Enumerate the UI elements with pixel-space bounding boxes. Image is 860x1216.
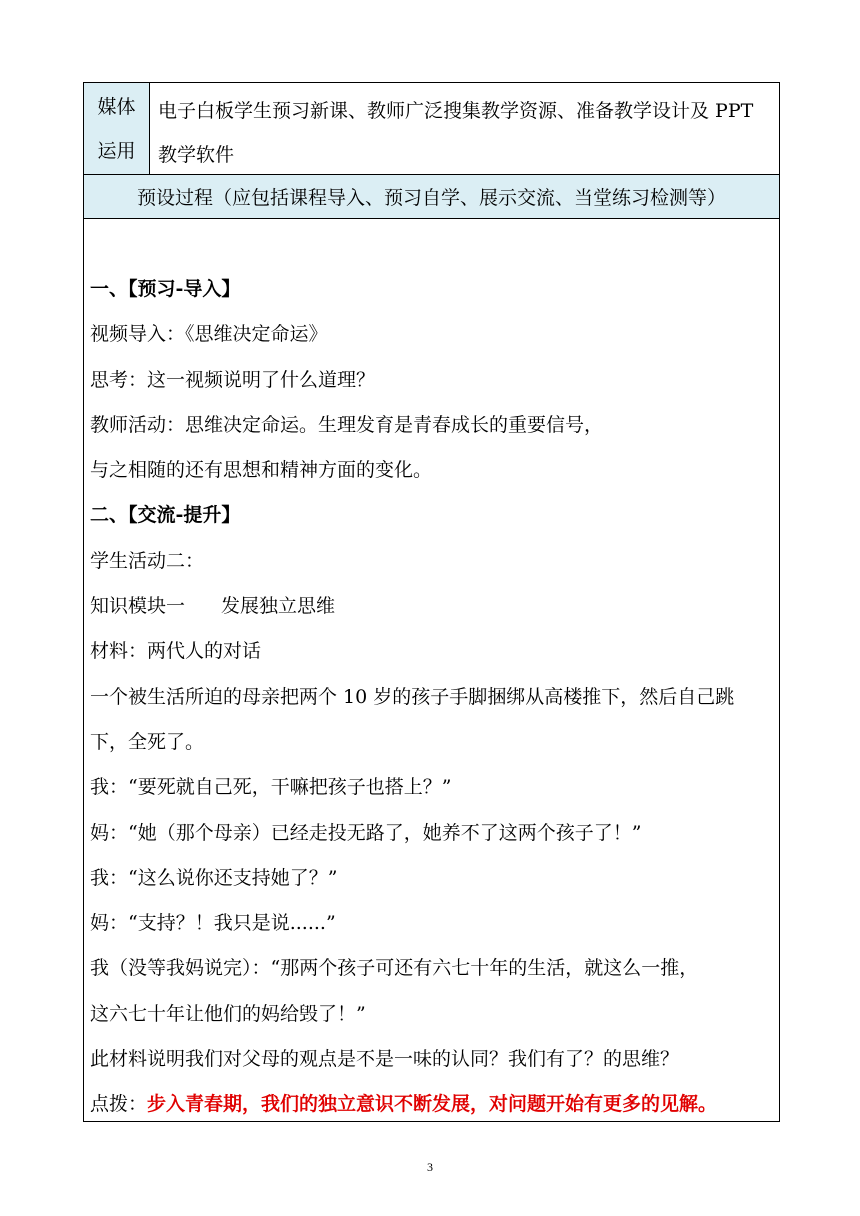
think-question: 思考：这一视频说明了什么道理？ <box>90 368 376 391</box>
dialog-line5: 我（没等我妈说完）：“那两个孩子可还有六七十年的生活，就这么一推， <box>90 957 699 980</box>
hint-label: 点拨： <box>90 1093 148 1116</box>
teacher-activity-line1: 教师活动：思维决定命运。生理发育是青春成长的重要信号， <box>90 413 604 436</box>
module-label: 知识模块一 <box>90 595 186 618</box>
media-content-line2: 教学软件 <box>158 144 235 166</box>
story-line1: 一个被生活所迫的母亲把两个 10 岁的孩子手脚捆绑从高楼推下，然后自己跳 <box>90 685 735 708</box>
teacher-activity-line2: 与之相随的还有思想和精神方面的变化。 <box>90 459 433 482</box>
media-content-line1: 电子白板学生预习新课、教师广泛搜集教学资源、准备教学设计及 PPT <box>158 100 754 122</box>
section1-title: 一、【预习-导入】 <box>90 278 241 300</box>
video-intro: 视频导入：《思维决定命运》 <box>90 323 328 346</box>
story-line2: 下，全死了。 <box>90 730 205 753</box>
process-body <box>84 219 779 1121</box>
process-heading-row <box>84 175 779 219</box>
dialog-line2: 妈：“她（那个母亲）已经走投无路了，她养不了这两个孩子了！” <box>90 821 642 844</box>
knowledge-module <box>90 584 773 629</box>
material-title: 材料：两代人的对话 <box>90 640 262 663</box>
media-usage-row <box>84 83 779 175</box>
section2-title: 二、【交流-提升】 <box>90 504 241 527</box>
dialog-line6: 这六七十年让他们的妈给毁了！” <box>90 1002 366 1025</box>
process-heading: 预设过程（应包括课程导入、预习自学、展示交流、当堂练习检测等） <box>136 187 726 209</box>
media-usage-label <box>84 83 150 174</box>
dialog-line3: 我：“这么说你还支持她了？” <box>90 866 338 889</box>
hint-text: 步入青春期，我们的独立意识不断发展，对问题开始有更多的见解。 <box>147 1093 718 1116</box>
media-usage-content <box>150 83 779 174</box>
lesson-plan-table <box>83 82 780 1122</box>
page-number: 3 <box>427 1160 433 1174</box>
student-activity: 学生活动二： <box>90 549 205 572</box>
module-name: 发展独立思维 <box>221 595 336 618</box>
material-question: 此材料说明我们对父母的观点是不是一味的认同？我们有了？的思维？ <box>90 1048 680 1071</box>
hint <box>90 1082 773 1127</box>
media-label-line1: 媒体 <box>97 95 136 118</box>
dialog-line1: 我：“要死就自己死，干嘛把孩子也搭上？” <box>90 776 452 799</box>
media-label-line2: 运用 <box>97 139 136 162</box>
dialog-line4: 妈：“支持？！我只是说......” <box>90 912 336 935</box>
